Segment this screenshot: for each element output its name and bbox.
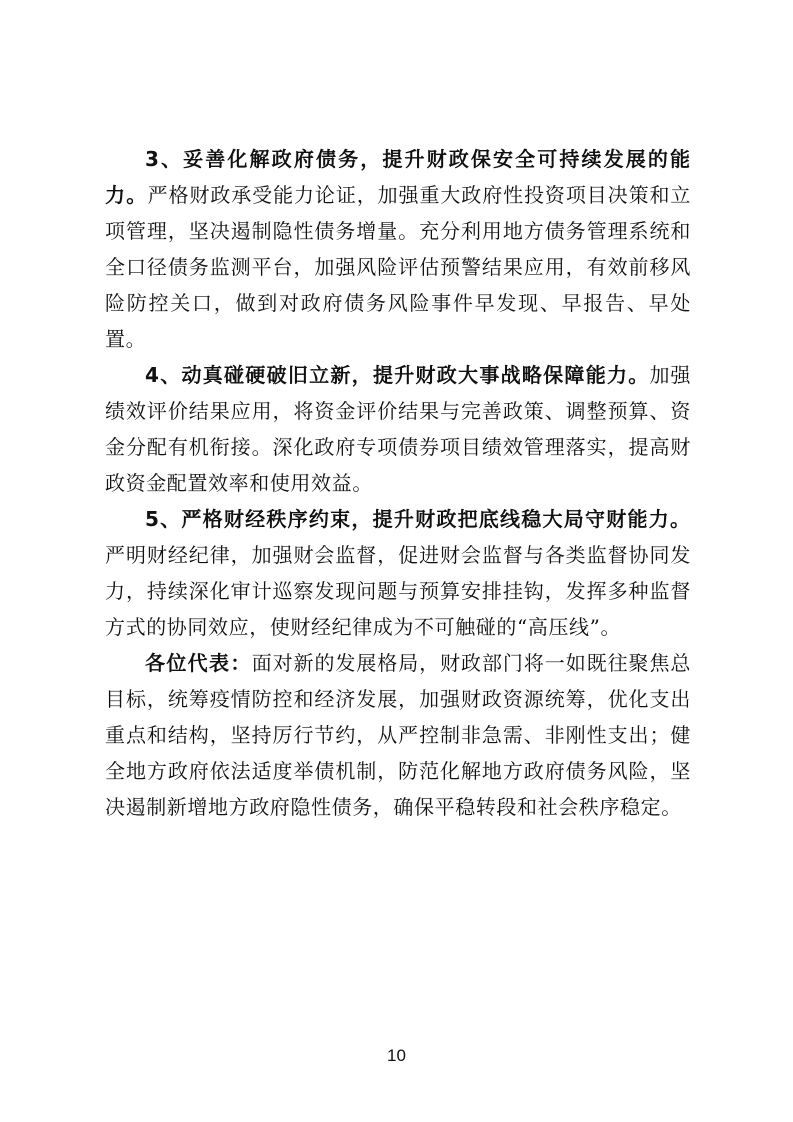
paragraph-discipline bbox=[105, 501, 691, 645]
paragraph-text: 严明财经纪律，加强财会监督，促进财会监督与各类监督协同发力，持续深化审计巡察发现问题与预算安排挂钩，发挥多种监督方式的协同效应，使财经纪律成为不可触碰的“高压线”。 bbox=[105, 543, 691, 639]
page-number: 10 bbox=[387, 1046, 406, 1065]
paragraph-heading: 各位代表： bbox=[145, 651, 252, 675]
paragraph-heading: 3、妥善化解政府债务，提升财政保安全可持续发展的能力。 bbox=[105, 147, 691, 207]
paragraph-text: 严格财政承受能力论证，加强重大政府性投资项目决策和立项管理，坚决遏制隐性债务增量。充分利用地方债务管理系统和全口径债务监测平台，加强风险评估预警结果应用，有效前移风险防控关口，做到对政府债务风险事件早发现、早报告、早处置。 bbox=[105, 183, 691, 351]
paragraph-performance bbox=[105, 357, 691, 501]
document-body bbox=[105, 141, 691, 825]
paragraph-text: 加强绩效评价结果应用，将资金评价结果与完善政策、调整预算、资金分配有机衔接。深化政府专项债券项目绩效管理落实，提高财政资金配置效率和使用效益。 bbox=[105, 363, 691, 495]
paragraph-debt-risk bbox=[105, 141, 691, 357]
paragraph-representatives bbox=[105, 645, 691, 825]
paragraph-heading: 5、严格财经秩序约束，提升财政把底线稳大局守财能力。 bbox=[145, 507, 691, 531]
paragraph-text: 面对新的发展格局，财政部门将一如既往聚焦总目标，统筹疫情防控和经济发展，加强财政资源统筹，优化支出重点和结构，坚持厉行节约，从严控制非急需、非刚性支出；健全地方政府依法适度举债机制，防范化解地方政府债务风险，坚决遏制新增地方政府隐性债务，确保平稳转段和社会秩序稳定。 bbox=[105, 651, 691, 819]
paragraph-heading: 4、动真碰硬破旧立新，提升财政大事战略保障能力。 bbox=[145, 363, 650, 387]
